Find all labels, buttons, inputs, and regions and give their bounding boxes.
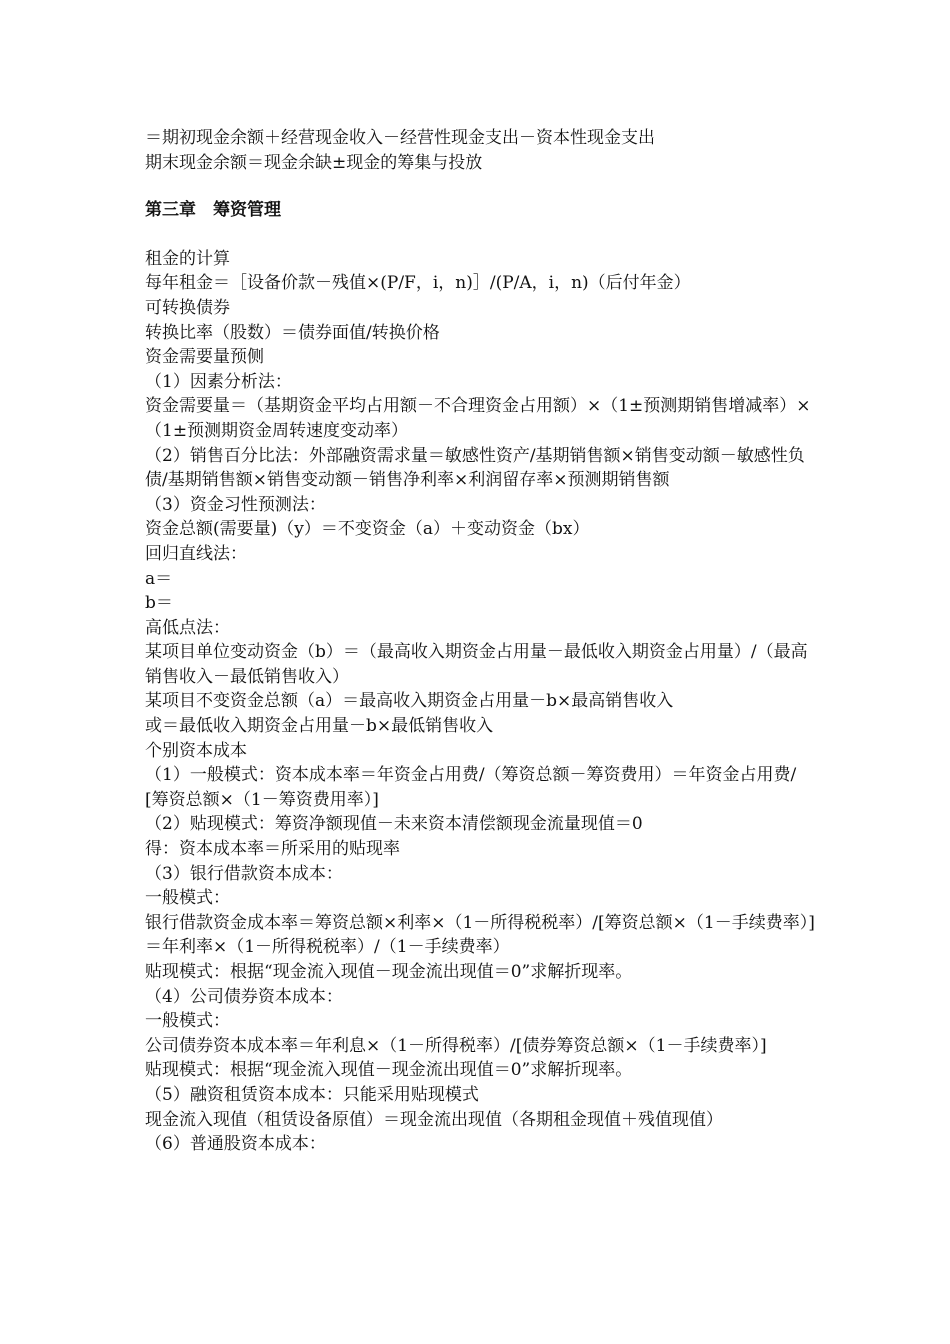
formula-annual-rent: 每年租金＝［设备价款－残值×(P/F，i，n)］/(P/A，i，n)（后付年金） [145,273,691,294]
formula-conversion-ratio: 转换比率（股数）＝债券面值/转换价格 [145,322,440,343]
spacer [145,175,815,198]
method-sales-percentage: （2）销售百分比法：外部融资需求量＝敏感性资产/基期销售额×销售变动额－敏感性负债/基期销售额×销售变动额－销售净利率×利润留存率×预测期销售额 [145,445,805,491]
heading-bond-cost: （4）公司债券资本成本： [145,986,343,1007]
model-discount: （2）贴现模式：筹资净额现值－未来资本清偿额现金流量现值＝0 [145,814,643,835]
intro-line-1: ＝期初现金余额＋经营现金收入－经营性现金支出－资本性现金支出 [145,128,655,148]
label-general-mode: 一般模式： [145,888,230,909]
label-general-mode: 一般模式： [145,1011,230,1032]
document-page [145,126,815,1157]
formula-unit-variable-capital: 某项目单位变动资金（b）＝（最高收入期资金占用量－最低收入期资金占用量）/（最高销售收入－最低销售收入） [145,642,808,687]
heading-lease-cost: （5）融资租赁资本成本：只能采用贴现模式 [145,1084,479,1105]
formula-fixed-capital-alt: 或＝最低收入期资金占用量－b×最低销售收入 [145,716,494,737]
section-heading-convertible-bond: 可转换债券 [145,297,230,318]
method-capital-habit: （3）资金习性预测法： [145,494,326,515]
model-discount-result: 得：资本成本率＝所采用的贴现率 [145,839,400,860]
formula-total-capital: 资金总额(需要量)（y）＝不变资金（a）＋变动资金（bx） [145,519,590,540]
formula-bond-cost: 公司债券资本成本率＝年利息×（1－所得税率）/[债券筹资总额×（1－手续费率）] [145,1035,767,1056]
formula-bank-loan-cost: 银行借款资金成本率＝筹资总额×利率×（1－所得税税率）/[筹资总额×（1－手续费率）]＝年利率×（1－所得税税率）/（1－手续费率） [145,912,815,958]
section-heading-capital-cost: 个别资本成本 [145,740,247,761]
formula-lease-cost: 现金流入现值（租赁设备原值）＝现金流出现值（各期租金现值＋残值现值） [145,1109,723,1130]
method-regression: 回归直线法： [145,543,247,564]
spacer [145,223,815,247]
section-heading-rent: 租金的计算 [145,248,230,269]
heading-bank-loan-cost: （3）银行借款资本成本： [145,863,343,884]
formula-fixed-capital: 某项目不变资金总额（a）＝最高收入期资金占用量－b×最高销售收入 [145,691,674,712]
formula-a: a＝ [145,568,173,589]
method-factor-analysis: （1）因素分析法： [145,371,292,392]
section-heading-capital-forecast: 资金需要量预侧 [145,347,264,368]
formula-b: b＝ [145,593,173,614]
formula-bank-loan-discount: 贴现模式：根据“现金流入现值－现金流出现值＝0”求解折现率。 [145,962,633,982]
heading-common-stock-cost: （6）普通股资本成本： [145,1134,326,1155]
chapter-title: 第三章 筹资管理 [145,200,281,221]
method-high-low: 高低点法： [145,617,230,638]
model-general: （1）一般模式：资本成本率＝年资金占用费/（筹资总额－筹资费用）＝年资金占用费/[筹资总额×（1－筹资费用率）] [145,765,797,810]
formula-bond-discount: 贴现模式：根据“现金流入现值－现金流出现值＝0”求解折现率。 [145,1060,633,1081]
formula-capital-requirement: 资金需要量＝（基期资金平均占用额－不合理资金占用额）×（1±预测期销售增减率）×（1±预测期资金周转速度变动率） [145,396,811,441]
intro-line-2: 期末现金余额＝现金余缺±现金的筹集与投放 [145,152,483,173]
